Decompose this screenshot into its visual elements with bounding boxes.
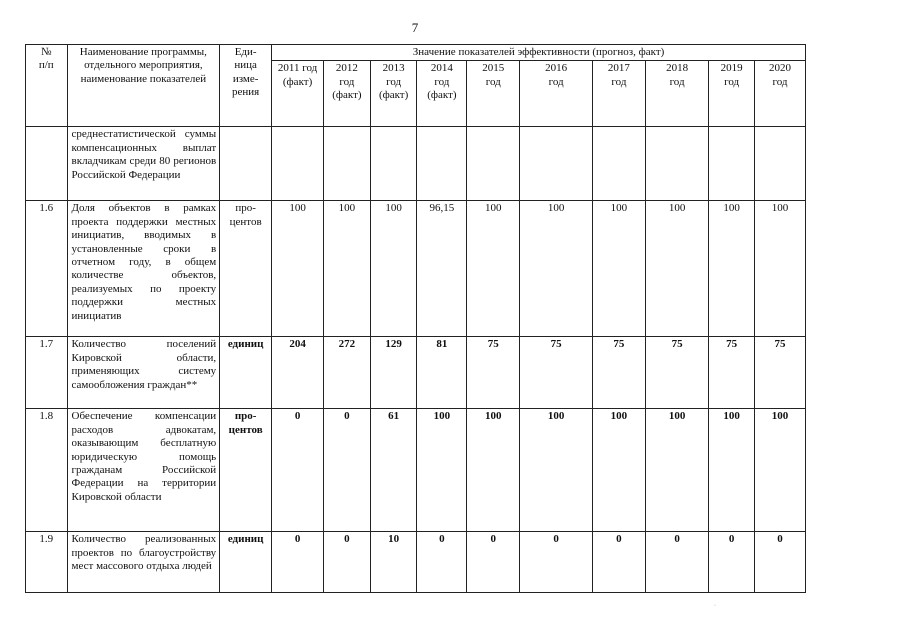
header-year: 2011 год (факт) — [272, 61, 324, 127]
value-cell: 100 — [467, 409, 520, 532]
unit — [220, 127, 272, 201]
value-cell: 61 — [370, 409, 417, 532]
value-cell: 0 — [324, 532, 371, 593]
unit: про- центов — [220, 201, 272, 337]
row-number: 1.9 — [26, 532, 68, 593]
header-year: 2020 год — [754, 61, 805, 127]
header-values-group: Значение показателей эффективности (прогноз, факт) — [272, 45, 806, 61]
value-cell — [645, 127, 708, 201]
value-cell: 100 — [645, 409, 708, 532]
value-cell: 0 — [417, 532, 467, 593]
value-cell: 0 — [272, 409, 324, 532]
value-cell: 100 — [417, 409, 467, 532]
indicator-name: Количество реализованных проектов по благоустройству мест массового отдыха людей — [67, 532, 220, 593]
value-cell — [754, 127, 805, 201]
unit: единиц — [220, 532, 272, 593]
value-cell: 10 — [370, 532, 417, 593]
value-cell: 0 — [520, 532, 593, 593]
table-row — [26, 532, 806, 593]
header-year: 2014 год (факт) — [417, 61, 467, 127]
value-cell — [272, 127, 324, 201]
value-cell: 0 — [754, 532, 805, 593]
value-cell — [417, 127, 467, 201]
page-number: 7 — [411, 20, 419, 35]
header-year: 2017 год — [592, 61, 645, 127]
value-cell: 0 — [467, 532, 520, 593]
value-cell: 272 — [324, 337, 371, 409]
row-number: 1.7 — [26, 337, 68, 409]
indicator-name: Обеспечение компенсации расходов адвокатам, оказывающим бесплатную юридическую помощь гражданам Российской Федерации на территории Кировской области — [67, 409, 220, 532]
table-row — [26, 127, 806, 201]
value-cell: 100 — [520, 201, 593, 337]
value-cell: 100 — [324, 201, 371, 337]
value-cell: 100 — [754, 409, 805, 532]
value-cell — [467, 127, 520, 201]
value-cell: 129 — [370, 337, 417, 409]
value-cell — [592, 127, 645, 201]
value-cell — [324, 127, 371, 201]
value-cell: 100 — [272, 201, 324, 337]
value-cell: 81 — [417, 337, 467, 409]
indicator-name: среднестатистической суммы компенсационных выплат вкладчикам среди 80 регионов Российской Федерации — [67, 127, 220, 201]
table-row — [26, 201, 806, 337]
row-number: 1.6 — [26, 201, 68, 337]
header-num: № п/п — [26, 45, 68, 127]
value-cell: 100 — [754, 201, 805, 337]
unit: про- центов — [220, 409, 272, 532]
indicator-name: Количество поселений Кировской области, применяющих систему самообложения граждан** — [67, 337, 220, 409]
value-cell — [370, 127, 417, 201]
value-cell — [709, 127, 755, 201]
value-cell: 0 — [645, 532, 708, 593]
header-year: 2013 год (факт) — [370, 61, 417, 127]
value-cell: 100 — [370, 201, 417, 337]
value-cell: 75 — [645, 337, 708, 409]
value-cell: 100 — [520, 409, 593, 532]
unit: единиц — [220, 337, 272, 409]
scan-speck: · — [714, 603, 716, 609]
indicator-name: Доля объектов в рамках проекта поддержки местных инициатив, вводимых в установленные сроки в отчетном году, в общем количестве объектов, реализуемых по проекту поддержки местных инициатив — [67, 201, 220, 337]
value-cell: 0 — [592, 532, 645, 593]
header-year: 2019 год — [709, 61, 755, 127]
indicators-table — [25, 44, 806, 593]
value-cell: 204 — [272, 337, 324, 409]
header-year: 2016 год — [520, 61, 593, 127]
header-year: 2018 год — [645, 61, 708, 127]
row-number — [26, 127, 68, 201]
value-cell: 0 — [709, 532, 755, 593]
value-cell: 100 — [709, 409, 755, 532]
header-name: Наименование программы, отдельного мероприятия, наименование показателей — [67, 45, 220, 127]
value-cell — [520, 127, 593, 201]
row-number: 1.8 — [26, 409, 68, 532]
table-row — [26, 409, 806, 532]
table-row — [26, 337, 806, 409]
value-cell: 75 — [592, 337, 645, 409]
value-cell: 100 — [592, 409, 645, 532]
value-cell: 0 — [324, 409, 371, 532]
value-cell: 75 — [520, 337, 593, 409]
value-cell: 100 — [645, 201, 708, 337]
value-cell: 75 — [754, 337, 805, 409]
header-year: 2015 год — [467, 61, 520, 127]
header-unit: Еди- ница изме- рения — [220, 45, 272, 127]
value-cell: 75 — [467, 337, 520, 409]
value-cell: 100 — [467, 201, 520, 337]
header-row — [26, 45, 806, 61]
value-cell: 100 — [592, 201, 645, 337]
value-cell: 0 — [272, 532, 324, 593]
value-cell: 96,15 — [417, 201, 467, 337]
value-cell: 100 — [709, 201, 755, 337]
header-year: 2012 год (факт) — [324, 61, 371, 127]
value-cell: 75 — [709, 337, 755, 409]
